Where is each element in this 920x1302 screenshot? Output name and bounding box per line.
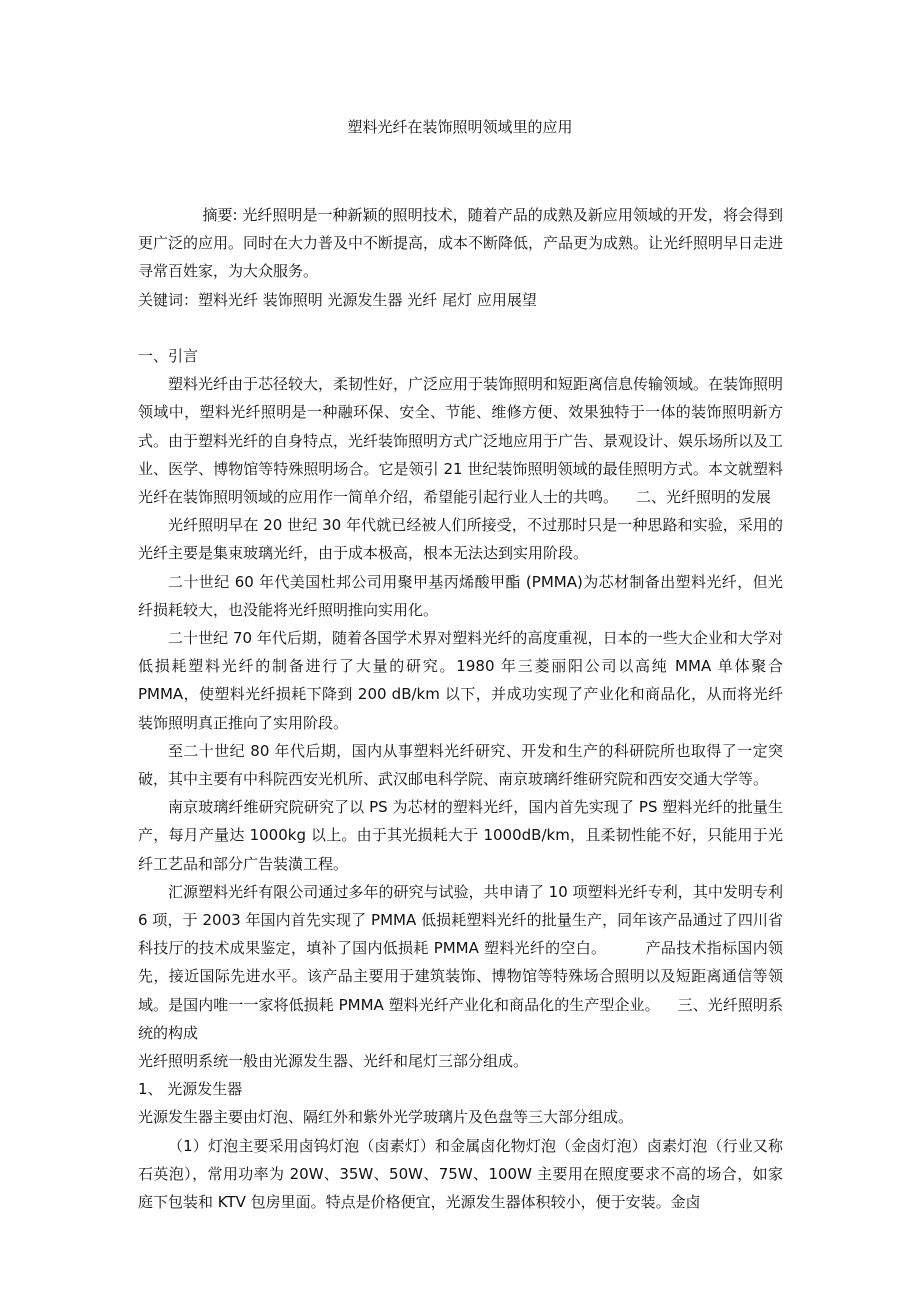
paragraph-development-6-text-a: 汇源塑料光纤有限公司通过多年的研究与试验，共申请了 10 项塑料光纤专利，其中发明专利 6 项，于 2003 年国内首先实现了 PMMA 低损耗塑料光纤的批量生产，同年该产品通过了四川省科技厅的技术成果鉴定，填补了国内低损耗 PMMA 塑料光纤的空白。 [138, 882, 783, 958]
document-body [138, 201, 783, 1216]
paragraph-development-3: 二十世纪 70 年代后期，随着各国学术界对塑料光纤的高度重视，日本的一些大企业和大学对低损耗塑料光纤的制备进行了大量的研究。1980 年三菱丽阳公司以高纯 MMA 单体聚合 PMMA，使塑料光纤损耗下降到 200 dB/km 以下，并成功实现了产业化和商品化，从而将光纤装饰照明真正推向了实用阶段。 [138, 629, 783, 732]
subsection-heading-light-source: 1、 光源发生器 [138, 1080, 243, 1099]
paragraph-development-2: 二十世纪 60 年代美国杜邦公司用聚甲基丙烯酸甲酯 (PMMA)为芯材制备出塑料光纤，但光纤损耗较大，也没能将光纤照明推向实用化。 [138, 572, 783, 619]
paragraph-development-6-text-b: 产品技术指标国内领先，接近国际先进水平。该产品主要用于建筑装饰、博物馆等特殊场合照明以及短距离通信等领域。是国内唯一一家将低损耗 PMMA 塑料光纤产业化和商品化的生产型企业。 [138, 939, 783, 1014]
paragraph-introduction-text: 塑料光纤由于芯径较大，柔韧性好，广泛应用于装饰照明和短距离信息传输领域。在装饰照明领域中，塑料光纤照明是一种融环保、安全、节能、维修方便、效果独特于一体的装饰照明新方式。由于塑料光纤的自身特点，光纤装饰照明方式广泛地应用于广告、景观设计、娱乐场所以及工业、医学、博物馆等特殊照明场合。它是领引 21 世纪装饰照明领域的最佳照明方式。本文就塑料光纤在装饰照明领域的应用作一简单介绍，希望能引起行业人士的共鸣。 [138, 375, 784, 507]
paragraph-development-5: 南京玻璃纤维研究院研究了以 PS 为芯材的塑料光纤，国内首先实现了 PS 塑料光纤的批量生产，每月产量达 1000kg 以上。由于其光损耗大于 1000dB/km，且柔韧性能不好，只能用于光纤工艺品和部分广告装潢工程。 [138, 798, 783, 873]
keywords-line: 关键词：塑料光纤 装饰照明 光源发生器 光纤 尾灯 应用展望 [138, 290, 537, 309]
paragraph-development-6 [138, 878, 783, 1047]
paragraph-system-overview: 光纤照明系统一般由光源发生器、光纤和尾灯三部分组成。 [138, 1052, 529, 1071]
paragraph-introduction [138, 370, 783, 511]
blank-line [138, 314, 783, 342]
paragraph-development-1: 光纤照明早在 20 世纪 30 年代就已经被人们所接受，不过那时只是一种思路和实验，采用的光纤主要是集束玻璃光纤，由于成本极高，根本无法达到实用阶段。 [138, 516, 783, 563]
abstract-paragraph: 摘要: 光纤照明是一种新颖的照明技术，随着产品的成熟及新应用领域的开发，将会得到更广泛的应用。同时在大力普及中不断提高，成本不断降低，产品更为成熟。让光纤照明早日走进寻常百姓家，为大众服务。 [138, 206, 784, 281]
section-heading-system: 三、光纤照明系统的构成 [138, 995, 783, 1042]
paragraph-bulb: （1）灯泡主要采用卤钨灯泡（卤素灯）和金属卤化物灯泡（金卤灯泡）卤素灯泡（行业又称石英泡），常用功率为 20W、35W、50W、75W、100W 主要用在照度要求不高的场合，如家庭下包装和 KTV 包房里面。特点是价格便宜，光源发生器体积较小，便于安装。金卤 [138, 1136, 783, 1212]
document-title: 塑料光纤在装饰照明领域里的应用 [347, 118, 573, 136]
paragraph-light-source: 光源发生器主要由灯泡、隔红外和紫外光学玻璃片及色盘等三大部分组成。 [138, 1108, 634, 1127]
paragraph-development-4: 至二十世纪 80 年代后期，国内从事塑料光纤研究、开发和生产的科研院所也取得了一定突破，其中主要有中科院西安光机所、武汉邮电科学院、南京玻璃纤维研究院和西安交通大学等。 [138, 741, 783, 789]
section-heading-introduction: 一、引言 [138, 347, 199, 365]
section-heading-development: 二、光纤照明的发展 [636, 488, 772, 507]
